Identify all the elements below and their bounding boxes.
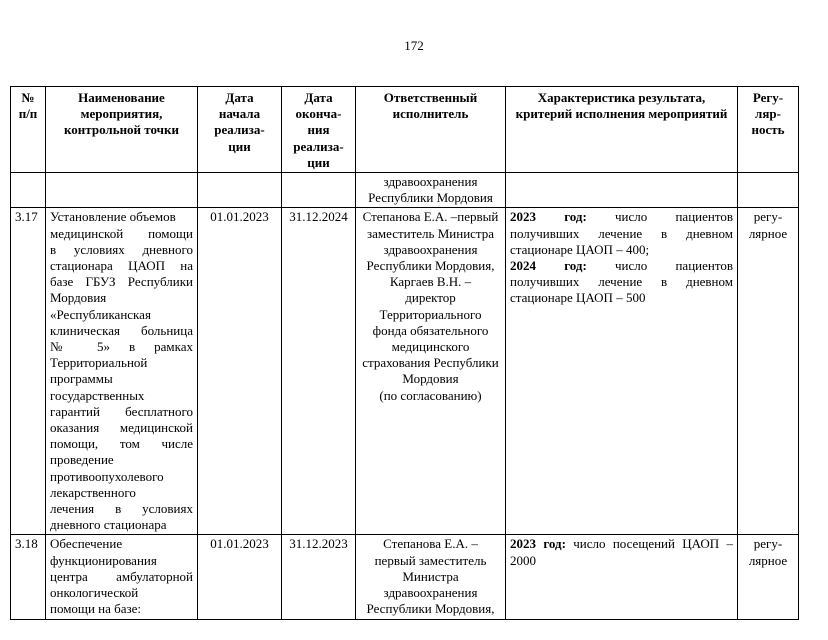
end-date: 31.12.2023 xyxy=(282,535,356,619)
table-row xyxy=(11,535,799,619)
header-num: № п/п xyxy=(11,87,46,173)
measure-name: Обеспечение функционирования центра амбулаторной онкологической помощи на базе: xyxy=(46,535,198,619)
responsible-person: Степанова Е.А. –первый заместитель Министра здравоохранения Республики Мордовия, Каргаев В.Н. – директор Территориального фонда обязательного медицинского страхования Республики Мордовия (по согласованию) xyxy=(356,208,506,535)
header-result: Характеристика результата, критерий исполнения мероприятий xyxy=(506,87,738,173)
result-criteria: 2023 год: число пациентов получивших лечение в дневном стационаре ЦАОП – 400; 2024 год: число пациентов получивших лечение в дневном стационаре ЦАОП – 500 xyxy=(506,208,738,535)
row-number: 3.17 xyxy=(11,208,46,535)
header-end-date: Дата оконча- ния реализа- ции xyxy=(282,87,356,173)
result-year: 2023 год: xyxy=(510,209,587,225)
header-start-date: Дата начала реализа- ции xyxy=(198,87,282,173)
regularity: регу- лярное xyxy=(738,208,799,535)
result-year: 2023 год: xyxy=(510,536,566,552)
header-row xyxy=(11,87,799,173)
continuation-responsible: здравоохранения Республики Мордовия xyxy=(356,173,506,208)
header-regularity: Регу- ляр- ность xyxy=(738,87,799,173)
measure-name: Установление объемов медицинской помощи в условиях дневного стационара ЦАОП на базе ГБУЗ Республики Мордовия «Республиканская клиническая больница № 5» в рамках Территориальной программы государственных гарантий бесплатного оказания медицинской помощи, том числе проведение противоопухолевого лекарственного лечения в условиях дневного стационара xyxy=(46,208,198,535)
header-name: Наименование мероприятия, контрольной точки xyxy=(46,87,198,173)
result-year: 2024 год: xyxy=(510,258,587,274)
end-date: 31.12.2024 xyxy=(282,208,356,535)
header-responsible: Ответственный исполнитель xyxy=(356,87,506,173)
measures-table xyxy=(10,86,799,620)
start-date: 01.01.2023 xyxy=(198,208,282,535)
continuation-row xyxy=(11,173,799,208)
responsible-person: Степанова Е.А. – первый заместитель Министра здравоохранения Республики Мордовия, xyxy=(356,535,506,619)
start-date: 01.01.2023 xyxy=(198,535,282,619)
page-number: 172 xyxy=(404,38,424,53)
result-criteria: 2023 год: число посещений ЦАОП – 2000 xyxy=(506,535,738,619)
table-row xyxy=(11,208,799,535)
regularity: регу- лярное xyxy=(738,535,799,619)
row-number: 3.18 xyxy=(11,535,46,619)
